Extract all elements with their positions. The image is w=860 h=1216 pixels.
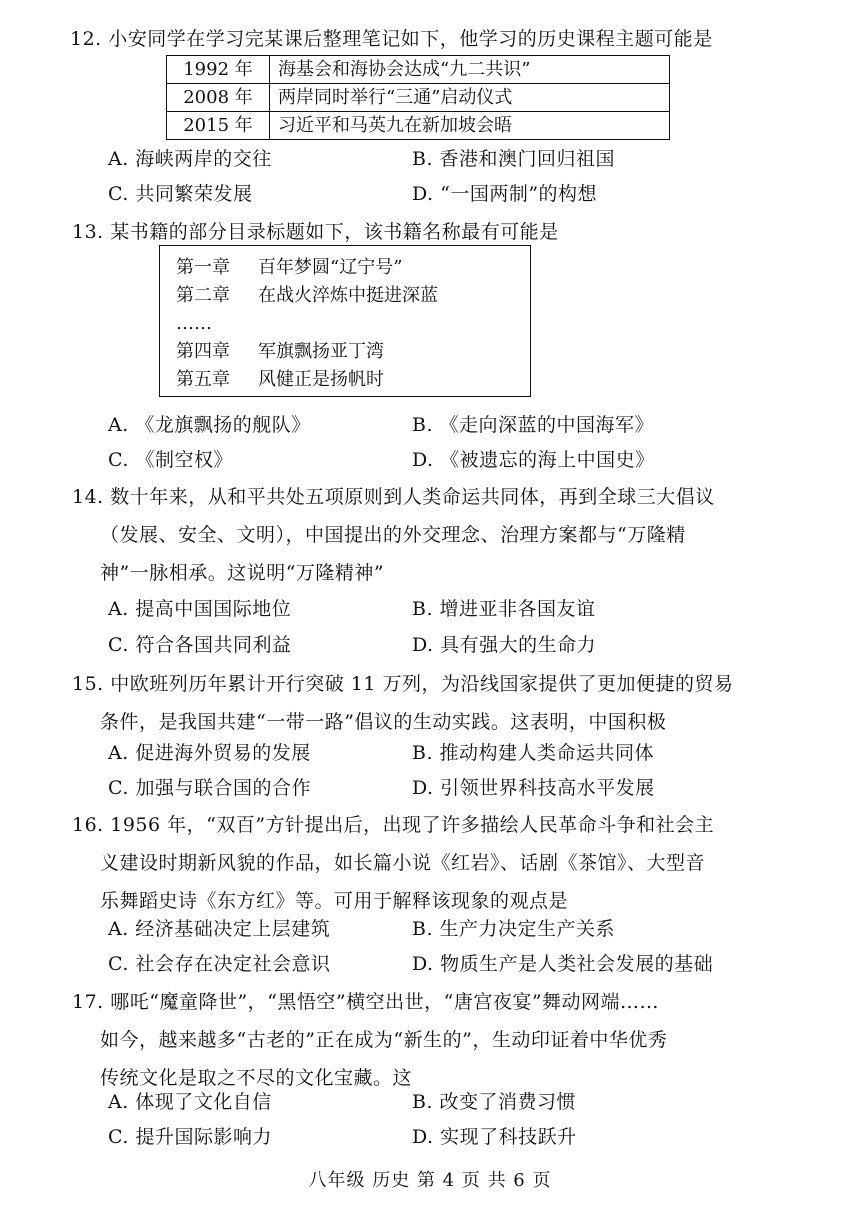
question-17-option-a[interactable]: A. 体现了文化自信 bbox=[108, 1091, 272, 1113]
question-13-option-c[interactable]: C. 《制空权》 bbox=[108, 449, 233, 471]
stem-line: 义建设时期新风貌的作品，如长篇小说《红岩》、话剧《茶馆》、大型音 bbox=[100, 852, 706, 874]
toc-title: 百年梦圆“辽宁号” bbox=[258, 257, 403, 278]
question-14-option-b[interactable]: B. 增进亚非各国友谊 bbox=[412, 598, 596, 620]
stem-line: 如今，越来越多“古老的”正在成为“新生的”，生动印证着中华优秀 bbox=[100, 1029, 668, 1051]
stem-line: 16. 1956 年，“双百”方针提出后，出现了许多描绘人民革命斗争和社会主 bbox=[72, 814, 715, 836]
stem-line: 条件，是我国共建“一带一路”倡议的生动实践。这表明，中国积极 bbox=[100, 711, 667, 733]
question-14-stem bbox=[72, 478, 812, 592]
toc-title: 在战火淬炼中挺进深蓝 bbox=[258, 285, 438, 306]
question-14-option-a[interactable]: A. 提高中国国际地位 bbox=[108, 598, 292, 620]
toc-chapter: 第五章 bbox=[176, 369, 230, 390]
notes-event: 海基会和海协会达成“九二共识” bbox=[270, 56, 670, 84]
question-13-option-b[interactable]: B. 《走向深蓝的中国海军》 bbox=[412, 414, 655, 436]
notes-event: 习近平和马英九在新加坡会晤 bbox=[270, 112, 670, 140]
toc-title: 军旗飘扬亚丁湾 bbox=[258, 341, 384, 362]
stem-line: 15. 中欧班列历年累计开行突破 11 万列，为沿线国家提供了更加便捷的贸易 bbox=[72, 673, 734, 695]
question-16-option-b[interactable]: B. 生产力决定生产关系 bbox=[412, 918, 616, 940]
stem-line: 17. 哪吒“魔童降世”，“黑悟空”横空出世，“唐宫夜宴”舞动网端…… bbox=[72, 991, 660, 1013]
toc-chapter: 第一章 bbox=[176, 257, 230, 278]
question-15-option-c[interactable]: C. 加强与联合国的合作 bbox=[108, 777, 311, 799]
question-13-option-d[interactable]: D. 《被遗忘的海上中国史》 bbox=[412, 449, 655, 471]
question-16-option-a[interactable]: A. 经济基础决定上层建筑 bbox=[108, 918, 331, 940]
toc-line bbox=[176, 366, 384, 394]
question-17-option-c[interactable]: C. 提升国际影响力 bbox=[108, 1126, 272, 1148]
toc-line bbox=[176, 254, 402, 282]
stem-line: 传统文化是取之不尽的文化宝藏。这 bbox=[100, 1067, 413, 1089]
question-17-stem bbox=[72, 983, 812, 1097]
toc-line bbox=[176, 338, 384, 366]
question-15-option-a[interactable]: A. 促进海外贸易的发展 bbox=[108, 742, 311, 764]
question-16-option-c[interactable]: C. 社会存在决定社会意识 bbox=[108, 953, 331, 975]
toc-line bbox=[176, 310, 258, 338]
toc-line bbox=[176, 282, 438, 310]
question-15-option-b[interactable]: B. 推动构建人类命运共同体 bbox=[412, 742, 655, 764]
stem-line: 乐舞蹈史诗《东方红》等。可用于解释该现象的观点是 bbox=[100, 890, 569, 912]
toc-title: 风健正是扬帆时 bbox=[258, 369, 384, 390]
question-13-stem: 13. 某书籍的部分目录标题如下，该书籍名称最有可能是 bbox=[72, 221, 559, 243]
table-row bbox=[167, 112, 670, 140]
table-row bbox=[167, 84, 670, 112]
page-footer: 八年级 历史 第 4 页 共 6 页 bbox=[308, 1170, 552, 1191]
notes-year: 2015 年 bbox=[167, 112, 270, 140]
question-15-stem bbox=[72, 665, 812, 741]
question-14-option-d[interactable]: D. 具有强大的生命力 bbox=[412, 634, 597, 656]
question-12-option-d[interactable]: D. “一国两制”的构想 bbox=[412, 183, 598, 205]
question-16-option-d[interactable]: D. 物质生产是人类社会发展的基础 bbox=[412, 953, 714, 975]
stem-line: （发展、安全、文明），中国提出的外交理念、治理方案都与“万隆精 bbox=[100, 524, 686, 546]
question-12-option-a[interactable]: A. 海峡两岸的交往 bbox=[108, 148, 272, 170]
question-12-option-b[interactable]: B. 香港和澳门回归祖国 bbox=[412, 148, 616, 170]
table-row bbox=[167, 56, 670, 84]
notes-event: 两岸同时举行“三通”启动仪式 bbox=[270, 84, 670, 112]
question-17-option-b[interactable]: B. 改变了消费习惯 bbox=[412, 1091, 577, 1113]
stem-line: 神”一脉相承。这说明“万隆精神” bbox=[100, 562, 385, 584]
question-12-stem: 12. 小安同学在学习完某课后整理笔记如下，他学习的历史课程主题可能是 bbox=[70, 28, 713, 50]
toc-chapter: 第四章 bbox=[176, 341, 230, 362]
toc-chapter: 第二章 bbox=[176, 285, 230, 306]
notes-year: 2008 年 bbox=[167, 84, 270, 112]
notes-year: 1992 年 bbox=[167, 56, 270, 84]
question-13-option-a[interactable]: A. 《龙旗飘扬的舰队》 bbox=[108, 414, 311, 436]
stem-line: 14. 数十年来，从和平共处五项原则到人类命运共同体，再到全球三大倡议 bbox=[72, 486, 715, 508]
question-14-option-c[interactable]: C. 符合各国共同利益 bbox=[108, 634, 292, 656]
question-15-option-d[interactable]: D. 引领世界科技高水平发展 bbox=[412, 777, 655, 799]
question-17-option-d[interactable]: D. 实现了科技跃升 bbox=[412, 1126, 577, 1148]
question-13-toc-box bbox=[159, 245, 531, 397]
question-16-stem bbox=[72, 806, 812, 920]
question-12-option-c[interactable]: C. 共同繁荣发展 bbox=[108, 183, 253, 205]
question-12-notes-table bbox=[166, 55, 670, 140]
toc-chapter: …… bbox=[176, 313, 212, 334]
